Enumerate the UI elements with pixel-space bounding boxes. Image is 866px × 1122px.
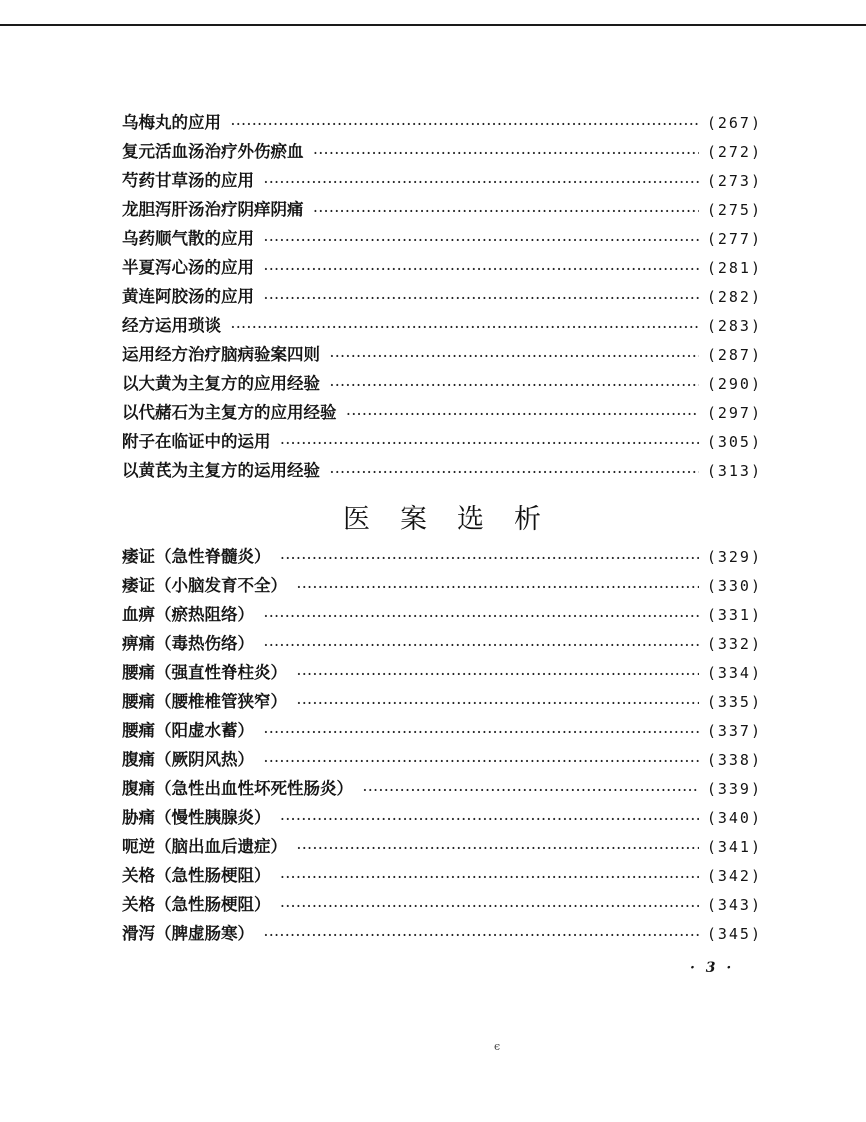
toc-leader-dots: [330, 371, 699, 400]
toc-entry: [122, 803, 762, 832]
toc-entry-page: (345): [706, 925, 762, 943]
toc-entry: [122, 311, 762, 340]
toc-entry-page: (340): [706, 809, 762, 827]
toc-leader-dots: [297, 834, 699, 863]
toc-entry-page: (331): [706, 606, 762, 624]
toc-entry: [122, 224, 762, 253]
toc-entry: [122, 340, 762, 369]
toc-entry-page: (290): [706, 375, 762, 393]
toc-entry-page: (313): [706, 462, 762, 480]
toc-entry-page: (338): [706, 751, 762, 769]
toc-entry: [122, 456, 762, 485]
toc-entry: [122, 398, 762, 427]
toc-entry-page: (297): [706, 404, 762, 422]
toc-entry-title: 半夏泻心汤的应用: [122, 258, 254, 277]
toc-entry: [122, 166, 762, 195]
toc-entry-title: 痹痛（毒热伤络）: [122, 634, 254, 653]
toc-entry: [122, 253, 762, 282]
toc-leader-dots: [347, 400, 699, 429]
toc-leader-dots: [264, 168, 699, 197]
toc-entry-page: (334): [706, 664, 762, 682]
toc-leader-dots: [281, 863, 699, 892]
toc-entry-page: (332): [706, 635, 762, 653]
toc-leader-dots: [264, 631, 699, 660]
toc-entry-title: 乌药顺气散的应用: [122, 229, 254, 248]
toc-leader-dots: [281, 544, 699, 573]
toc-entry-title: 腰痛（腰椎椎管狭窄）: [122, 692, 287, 711]
toc-entry: [122, 137, 762, 166]
toc-entry-title: 芍药甘草汤的应用: [122, 171, 254, 190]
toc-entry: [122, 716, 762, 745]
toc-leader-dots: [231, 313, 699, 342]
toc-entry-page: (343): [706, 896, 762, 914]
toc-leader-dots: [264, 747, 699, 776]
toc-leader-dots: [330, 458, 699, 487]
toc-entry-title: 腰痛（强直性脊柱炎）: [122, 663, 287, 682]
toc-leader-dots: [363, 776, 699, 805]
toc-entry-page: (339): [706, 780, 762, 798]
toc-entry-page: (329): [706, 548, 762, 566]
toc-entry-title: 附子在临证中的运用: [122, 432, 271, 451]
toc-entry-title: 乌梅丸的应用: [122, 113, 221, 132]
toc-entry-title: 复元活血汤治疗外伤瘀血: [122, 142, 304, 161]
toc-entry: [122, 687, 762, 716]
toc-leader-dots: [314, 139, 699, 168]
toc-entry-page: (272): [706, 143, 762, 161]
toc-leader-dots: [314, 197, 699, 226]
toc-entry-page: (341): [706, 838, 762, 856]
page-number: · 3 ·: [690, 960, 735, 976]
toc-entry: [122, 919, 762, 948]
toc-entry: [122, 369, 762, 398]
toc-entry-title: 血痹（瘀热阻络）: [122, 605, 254, 624]
toc-leader-dots: [264, 602, 699, 631]
toc-leader-dots: [297, 660, 699, 689]
toc-entry: [122, 542, 762, 571]
toc-entry: [122, 745, 762, 774]
toc-leader-dots: [264, 284, 699, 313]
toc-leader-dots: [264, 718, 699, 747]
toc-entry-title: 以代赭石为主复方的应用经验: [122, 403, 337, 422]
toc-entry-title: 痿证（急性脊髓炎）: [122, 547, 271, 566]
toc-entry-title: 关格（急性肠梗阻）: [122, 895, 271, 914]
toc-entry-page: (305): [706, 433, 762, 451]
toc-list-part1: [122, 108, 762, 485]
toc-leader-dots: [281, 429, 699, 458]
toc-entry-page: (287): [706, 346, 762, 364]
toc-entry-title: 黄连阿胶汤的应用: [122, 287, 254, 306]
top-rule: [0, 24, 866, 26]
toc-entry: [122, 890, 762, 919]
toc-entry-title: 运用经方治疗脑病验案四则: [122, 345, 320, 364]
toc-entry-page: (277): [706, 230, 762, 248]
toc-leader-dots: [297, 573, 699, 602]
toc-leader-dots: [330, 342, 699, 371]
toc-entry-title: 经方运用琐谈: [122, 316, 221, 335]
toc-entry-title: 以大黄为主复方的应用经验: [122, 374, 320, 393]
toc-entry-page: (337): [706, 722, 762, 740]
toc-entry-page: (275): [706, 201, 762, 219]
section-heading: 医案选析: [343, 504, 571, 535]
toc-entry-title: 关格（急性肠梗阻）: [122, 866, 271, 885]
toc-entry-page: (281): [706, 259, 762, 277]
toc-entry-title: 龙胆泻肝汤治疗阴痒阴痛: [122, 200, 304, 219]
toc-entry: [122, 658, 762, 687]
toc-entry-page: (283): [706, 317, 762, 335]
toc-entry-title: 胁痛（慢性胰腺炎）: [122, 808, 271, 827]
toc-entry: [122, 629, 762, 658]
toc-entry-title: 腰痛（阳虚水蓄）: [122, 721, 254, 740]
toc-entry-page: (335): [706, 693, 762, 711]
toc-leader-dots: [281, 892, 699, 921]
toc-entry: [122, 195, 762, 224]
toc-list-part2: [122, 542, 762, 948]
scan-speck: ϵ: [494, 1040, 501, 1053]
toc-entry: [122, 774, 762, 803]
toc-entry-page: (282): [706, 288, 762, 306]
toc-entry: [122, 427, 762, 456]
toc-leader-dots: [231, 110, 699, 139]
toc-entry-page: (273): [706, 172, 762, 190]
toc-entry-title: 呃逆（脑出血后遗症）: [122, 837, 287, 856]
toc-entry-page: (330): [706, 577, 762, 595]
toc-entry: [122, 832, 762, 861]
toc-entry: [122, 571, 762, 600]
toc-entry-title: 痿证（小脑发育不全）: [122, 576, 287, 595]
toc-leader-dots: [281, 805, 699, 834]
toc-entry: [122, 282, 762, 311]
toc-entry-title: 腹痛（厥阴风热）: [122, 750, 254, 769]
toc-entry-page: (342): [706, 867, 762, 885]
toc-entry-page: (267): [706, 114, 762, 132]
toc-entry: [122, 108, 762, 137]
toc-leader-dots: [264, 226, 699, 255]
toc-entry: [122, 600, 762, 629]
toc-entry-title: 滑泻（脾虚肠寒）: [122, 924, 254, 943]
toc-entry: [122, 861, 762, 890]
toc-leader-dots: [297, 689, 699, 718]
toc-leader-dots: [264, 255, 699, 284]
toc-leader-dots: [264, 921, 699, 950]
toc-entry-title: 以黄芪为主复方的运用经验: [122, 461, 320, 480]
toc-entry-title: 腹痛（急性出血性坏死性肠炎）: [122, 779, 353, 798]
